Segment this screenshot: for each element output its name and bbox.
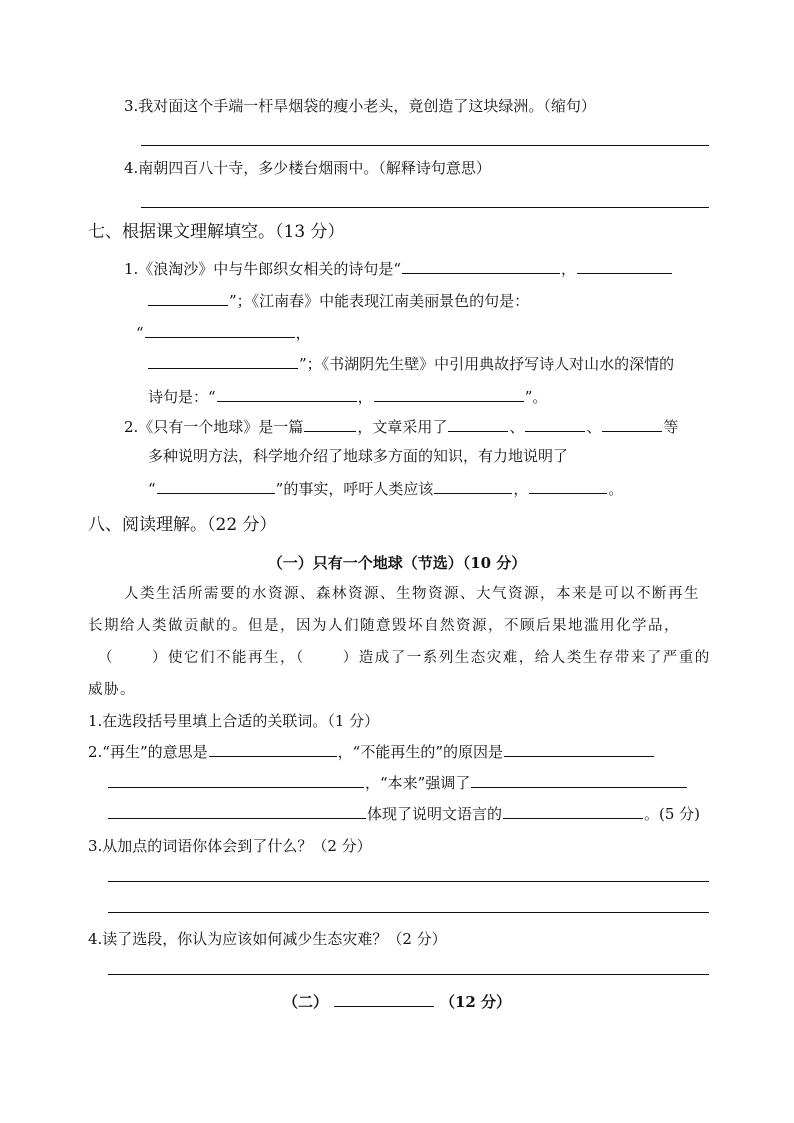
question-8-1: 1.在选段括号里填上合适的关联词。（1 分） <box>88 712 380 730</box>
blank[interactable] <box>217 386 357 402</box>
passage-line: 长期给人类做贡献的。但是，因为人们随意毁坏自然资源，不顾后果地滥用化学品， <box>88 618 680 634</box>
question-7-2-line3: “ ”的事实，呼吁人类应该 ， 。 <box>148 480 624 498</box>
answer-line[interactable] <box>108 974 709 975</box>
blank[interactable] <box>304 416 356 432</box>
answer-line[interactable] <box>108 881 709 882</box>
blank[interactable] <box>602 416 662 432</box>
blank[interactable] <box>108 803 366 819</box>
question-7-1-line4: ”；《书湖阴先生壁》中引用典故抒写诗人对山水的深情的 <box>148 353 674 374</box>
blank[interactable] <box>148 353 298 369</box>
passage-2-title: （二） （12 分） <box>282 993 512 1011</box>
section-8-title: 八、阅读理解。（22 分） <box>88 515 277 535</box>
section-7-title: 七、根据课文理解填空。（13 分） <box>88 222 345 242</box>
passage-1-title: （一）只有一个地球（节选）（10 分） <box>267 554 527 572</box>
passage-line: 人类生活所需要的水资源、森林资源、生物资源、大气资源，本来是可以不断再生 <box>124 586 700 602</box>
question-7-1-line3: “ ， <box>136 324 311 342</box>
blank[interactable] <box>525 416 585 432</box>
question-7-2-line2: 多种说明方法，科学地介绍了地球多方面的知识，有力地说明了 <box>148 447 569 465</box>
answer-line[interactable] <box>141 145 709 146</box>
question-8-3: 3.从加点的词语你体会到了什么？（2 分） <box>88 837 372 855</box>
blank[interactable] <box>145 322 295 338</box>
question-8-2-line2: ，“本来”强调了 <box>108 772 688 793</box>
blank[interactable] <box>577 258 672 274</box>
blank[interactable] <box>448 416 508 432</box>
question-6-4: 4.南朝四百八十寺，多少楼台烟雨中。（解释诗句意思） <box>124 159 491 177</box>
question-7-1-line1: 1.《浪淘沙》中与牛郎织女相关的诗句是“ ， <box>124 258 673 279</box>
blank[interactable] <box>471 772 687 788</box>
blank[interactable] <box>504 741 654 757</box>
blank[interactable] <box>209 741 337 757</box>
passage-line: 威胁。 <box>88 682 136 698</box>
question-7-1-line5: 诗句是：“ ， ”。 <box>148 388 548 406</box>
question-8-2-line1: 2.“再生”的意思是 ，“不能再生的”的原因是 <box>88 741 655 762</box>
title-blank[interactable] <box>334 991 434 1007</box>
answer-line[interactable] <box>141 207 709 208</box>
blank[interactable] <box>529 478 607 494</box>
blank[interactable] <box>157 478 275 494</box>
blank[interactable] <box>402 258 560 274</box>
question-8-2-line3: 体现了说明文语言的 。(5 分) <box>108 803 700 824</box>
question-7-1-line2: ”；《江南春》中能表现江南美丽景色的句是： <box>148 290 529 311</box>
blank[interactable] <box>148 290 228 306</box>
question-6-3: 3.我对面这个手端一杆旱烟袋的瘦小老头，竟创造了这块绿洲。（缩句） <box>124 97 596 115</box>
blank[interactable] <box>374 386 524 402</box>
blank[interactable] <box>434 478 512 494</box>
question-8-4: 4.读了选段，你认为应该如何减少生态灾难？（2 分） <box>88 930 447 948</box>
question-7-2-line1: 2.《只有一个地球》是一篇 ，文章采用了 、 、 等 <box>124 418 679 436</box>
passage-line: （ ）使它们不能再生，（ ）造成了一系列生态灾难，给人类生存带来了严重的 <box>98 650 711 666</box>
answer-line[interactable] <box>108 912 709 913</box>
blank[interactable] <box>108 772 364 788</box>
blank[interactable] <box>503 803 643 819</box>
